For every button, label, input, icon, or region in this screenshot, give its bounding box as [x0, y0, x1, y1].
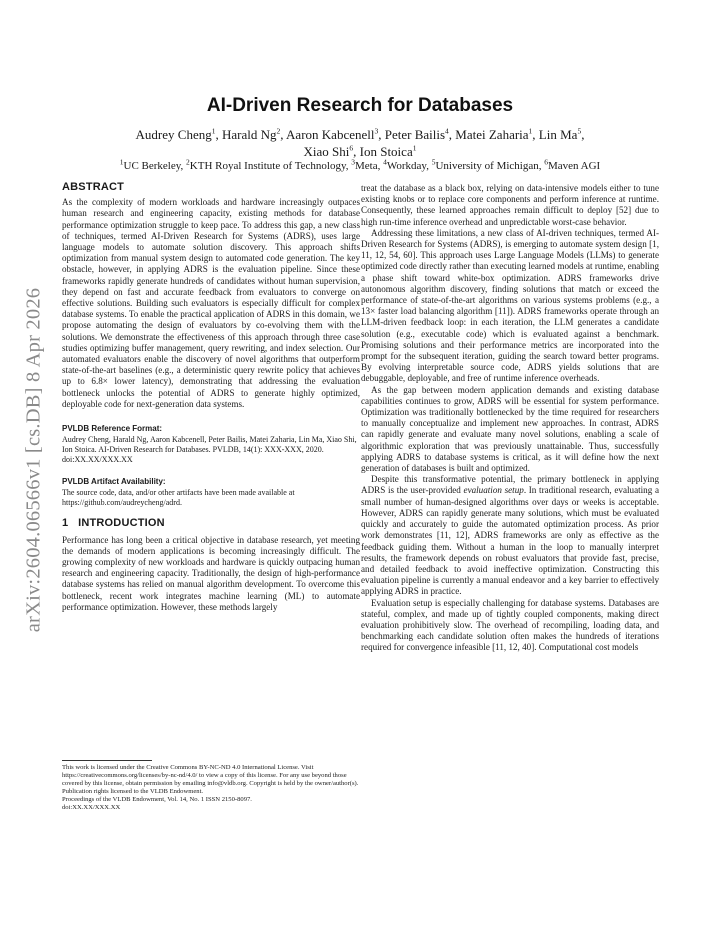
introduction-heading: 1 INTRODUCTION — [62, 517, 165, 530]
author: Aaron Kabcenell$^3$ — [286, 126, 379, 142]
author: Harald Ng$^2$ — [221, 126, 281, 142]
arxiv-identifier-text: arXiv:2604.06566v1 [cs.DB] 8 Apr 2026 — [22, 287, 45, 633]
artifact-text: The source code, data, and/or other artifacts have been made available at https://github.com/audreycheng/adrd. — [62, 488, 295, 508]
arxiv-identifier — [22, 250, 46, 670]
affiliation: $^2$KTH Royal Institute of Technology — [186, 157, 346, 172]
affiliation: $^5$University of Michigan — [431, 157, 539, 172]
affiliation: $^1$UC Berkeley — [119, 157, 181, 172]
emphasis-text: evaluation setup — [463, 485, 524, 496]
footnote-doi: doi:XX.XX/XXX.XX — [62, 803, 121, 811]
author: Peter Bailis$^4$ — [384, 126, 449, 142]
body-paragraph: Evaluation setup is especially challenging for database systems. Databases are stateful, complex, and made up of tightly coupled components, making direct evaluation prohibitively slow. The overhead of recompiling, loading data, and benchmarking each candidate solution often makes the hundreds of iterations required for convergence infeasible [11, 12, 40]. Computational cost models — [361, 597, 659, 653]
affiliation: $^6$Maven AGI — [544, 157, 601, 172]
license-footnote — [62, 760, 360, 811]
introduction-paragraph: Performance has long been a critical objective in database research, yet meeting the demands of modern applications is becoming increasingly difficult. The growing complexity of new workloads and hardware is quickly outpacing human research and engineering capacity. Traditionally, the design of high-performance database systems has relied on manual algorithm development. To overcome this bottleneck, recent work integrates machine learning (ML) to automate performance optimization. However, these methods largely — [62, 534, 360, 612]
reference-format-heading: PVLDB Reference Format: — [62, 424, 163, 434]
affiliation: $^3$Meta — [351, 157, 378, 172]
paper-title: AI-Driven Research for Databases — [206, 95, 514, 116]
author: Xiao Shi$^6$ — [303, 143, 354, 159]
reference-format-text: Audrey Cheng, Harald Ng, Aaron Kabcenell, Peter Bailis, Matei Zaharia, Lin Ma, Xiao Shi, Ion Stoica. AI-Driven Research for Databases. PVLDB, 14(1): XXX-XXX, 2020. — [62, 435, 357, 455]
author: Lin Ma$^5$ — [538, 126, 582, 142]
reference-format-doi: doi:XX.XX/XXX.XX — [62, 455, 133, 465]
author-list: Audrey Cheng$^1$, Harald Ng$^2$, Aaron Kabcenell$^3$, Peter Bailis$^4$, Matei Zaharia$^1$, Lin Ma$^5$, Xiao Shi$^6$, Ion Stoica$^1$ — [135, 126, 585, 159]
left-column — [62, 182, 360, 613]
author: Ion Stoica$^1$ — [359, 143, 417, 159]
abstract-heading: ABSTRACT — [62, 181, 125, 193]
footnote-rule — [62, 760, 152, 761]
abstract-text: As the complexity of modern workloads and hardware increasingly outpaces human research and engineering capacity, existing methods for database performance optimization struggle to keep pace. To address this gap, a new class of techniques, termed AI-Driven Research for Systems (ADRS), uses large language models to automate solution discovery. This approach shifts optimization from manual system design to automated code generation. The key obstacle, however, in applying ADRS is the evaluation pipeline. Since these frameworks rapidly generate hundreds of candidates without human supervision, they depend on fast and accurate feedback from evaluators to converge on effective solutions. Building such evaluators is especially difficult for complex database systems. To enable the practical application of ADRS in this domain, we propose automating the design of evaluators by co-evolving them with the solutions. We demonstrate the effectiveness of this approach through three case studies optimizing buffer management, query rewriting, and index selection. Our automated evaluators enable the discovery of novel algorithms that outperform state-of-the-art baselines (e.g., a deterministic query rewrite policy that achieves up to 6.8× lower latency), demonstrating that addressing the evaluation bottleneck unlocks the potential of ADRS to generate highly optimized, deployable code for next-generation data systems. — [62, 197, 360, 409]
affiliation-list: $^1$UC Berkeley, $^2$KTH Royal Institute of Technology, $^3$Meta, $^4$Workday, $^5$University of Michigan, $^6$Maven AGI — [119, 157, 601, 172]
body-paragraph: As the gap between modern application demands and existing database capabilities continues to grow, ADRS will be essential for system performance. Optimization was traditionally bottlenecked by the time required for researchers to manually conceptualize and implement new approaches. In contrast, ADRS can rapidly generate and evaluate many novel solutions, enabling a scale of algorithmic exploration that was previously unattainable. Thus, successfully applying ADRS to database systems is critical, as it will define how the next generation of databases is built and optimized. — [361, 384, 659, 474]
body-paragraph: treat the database as a black box, relying on data-intensive models either to tune existing knobs or to replace core components and perform inference at runtime. Consequently, these learned approaches remain difficult to deploy [52] due to high run-time inference overhead and unpredictable worst-case behavior. — [361, 183, 659, 227]
artifact-heading: PVLDB Artifact Availability: — [62, 477, 166, 487]
body-paragraph: Addressing these limitations, a new class of AI-driven techniques, termed AI-Driven Research for Systems (ADRS), is emerging to automate system design [1, 11, 12, 54, 60]. This approach uses Large Language Models (LLMs) to generate optimized code directly rather than executing learned models at runtime, enabling a phase shift toward white-box optimization. ADRS frameworks drive autonomous algorithm discovery, finding solutions that match or exceed the performance of state-of-the-art algorithms on various systems problems (e.g., a 13× faster load balancing algorithm [11]). ADRS frameworks operate through an LLM-driven feedback loop: in each iteration, the LLM generates a candidate solution (e.g., executable code) which is evaluated against a benchmark. Promising solutions and their performance metrics are incorporated into the prompt for the subsequent iteration, guiding the search toward better programs. By evolving interpretable source code, ADRS yields solutions that are debuggable, deployable, and free of runtime inference overheads. — [361, 227, 659, 384]
proceedings-text: Proceedings of the VLDB Endowment, Vol. 14, No. 1 ISSN 2150-8097. — [62, 795, 252, 803]
body-paragraph: Despite this transformative potential, the primary bottleneck in applying ADRS is the user-provided evaluation setup. In traditional research, evaluating a small number of human-designed algorithms over days or weeks is acceptable. However, ADRS can rapidly generate many solutions, which must be evaluated quickly and accurately to guide the automated optimization process. As prior work demonstrates [11, 12], ADRS frameworks are only as effective as the feedback guiding them. Without a human in the loop to manually interpret results, the framework depends on robust evaluators that provide fast, precise, and detailed feedback to avoid ineffective optimization. Constructing this evaluation pipeline is currently a manual endeavor and a key barrier to effectively applying ADRS in practice. — [361, 474, 659, 597]
affiliation: $^4$Workday — [383, 157, 427, 172]
right-column — [361, 183, 659, 654]
author: Matei Zaharia$^1$ — [455, 126, 533, 142]
author: Audrey Cheng$^1$ — [135, 126, 216, 142]
license-text: This work is licensed under the Creative Commons BY-NC-ND 4.0 International License. Visit https://creativecommons.org/licenses/by-nc-nd/4.0/ to view a copy of this license. For any use beyond those covered by this license, obtain permission by emailing info@vldb.org. Copyright is held by the owner/author(s). Publication rights licensed to the VLDB Endowment. — [62, 764, 359, 795]
